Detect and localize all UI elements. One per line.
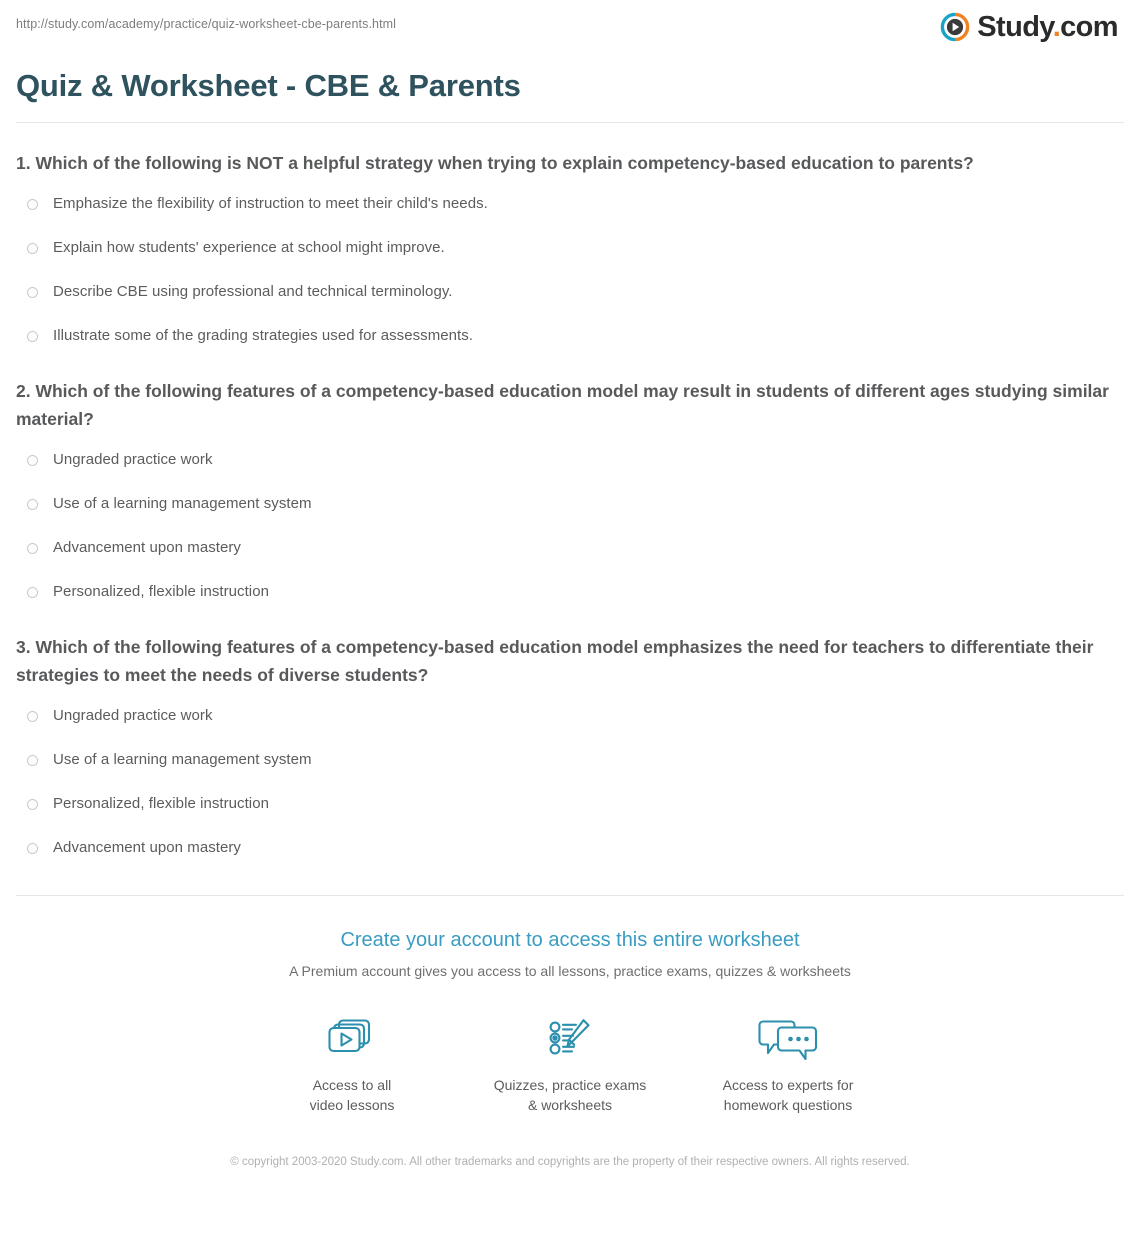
perk-label-line2: homework questions [723,1097,853,1113]
question-text: 2. Which of the following features of a competency-based education model may result in students of different ages studying similar material? [16,381,1109,429]
answer-option-label: Personalized, flexible instruction [53,583,269,600]
question-text: 1. Which of the following is NOT a helpful strategy when trying to explain competency-based education to parents? [16,153,974,173]
page-header [0,0,1140,58]
perk-label-line1: Quizzes, practice exams [493,1077,647,1093]
perk-quizzes [461,1012,679,1115]
premium-perks-list [16,1012,1124,1115]
quiz-questions [0,149,1140,861]
create-account-link[interactable]: Create your account to access this entire worksheet [340,929,800,951]
radio-button-icon[interactable] [27,331,38,342]
cta-divider [16,895,1124,896]
perk-label-line2: video lessons [309,1097,395,1113]
answer-option-label: Describe CBE using professional and technical terminology. [53,283,453,300]
answer-option[interactable] [27,835,1124,861]
radio-button-icon[interactable] [27,755,38,766]
play-circle-icon [940,12,970,42]
answer-option-label: Advancement upon mastery [53,839,241,856]
answer-option-label: Ungraded practice work [53,451,213,468]
brand-wordmark [977,12,1118,42]
perk-expert-help [679,1012,897,1115]
chat-bubbles-icon [679,1012,897,1064]
answer-option[interactable] [27,747,1124,773]
radio-button-icon[interactable] [27,455,38,466]
perk-label-line1: Access to experts for [722,1077,854,1093]
radio-button-icon[interactable] [27,199,38,210]
answer-option[interactable] [27,235,1124,261]
radio-button-icon[interactable] [27,799,38,810]
answer-option-label: Advancement upon mastery [53,539,241,556]
question-block [16,633,1124,861]
answer-option-label: Use of a learning management system [53,495,312,512]
answer-option[interactable] [27,703,1124,729]
radio-button-icon[interactable] [27,499,38,510]
question-text: 3. Which of the following features of a competency-based education model emphasizes the need for teachers to differentiate their strategies to meet the needs of diverse students? [16,637,1094,685]
title-divider [16,122,1124,123]
answer-option[interactable] [27,279,1124,305]
question-block [16,377,1124,605]
answer-option[interactable] [27,191,1124,217]
answer-option[interactable] [27,579,1124,605]
answer-option-label: Emphasize the flexibility of instruction to meet their child's needs. [53,195,488,212]
copyright-notice: © copyright 2003-2020 Study.com. All other trademarks and copyrights are the property of their respective owners. All rights reserved. [230,1156,910,1168]
title-section [0,66,1140,123]
radio-button-icon[interactable] [27,587,38,598]
answer-option-label: Use of a learning management system [53,751,312,768]
radio-button-icon[interactable] [27,711,38,722]
signup-cta-section [0,895,1140,1115]
answer-option[interactable] [27,791,1124,817]
perk-label [461,1075,679,1115]
radio-button-icon[interactable] [27,543,38,554]
radio-button-icon[interactable] [27,243,38,254]
page-url: http://study.com/academy/practice/quiz-worksheet-cbe-parents.html [16,17,397,31]
answer-options [16,191,1124,349]
radio-button-icon[interactable] [27,843,38,854]
answer-option[interactable] [27,447,1124,473]
study-com-logo[interactable] [940,12,1122,42]
brand-tld: com [1060,11,1118,43]
answer-options [16,703,1124,861]
answer-option[interactable] [27,535,1124,561]
answer-option-label: Personalized, flexible instruction [53,795,269,812]
answer-option[interactable] [27,323,1124,349]
perk-label [243,1075,461,1115]
page-title: Quiz & Worksheet - CBE & Parents [16,68,521,103]
video-lessons-icon [243,1012,461,1064]
radio-button-icon[interactable] [27,287,38,298]
perk-label-line2: & worksheets [527,1097,613,1113]
perk-label [679,1075,897,1115]
cta-subheading: A Premium account gives you access to all lessons, practice exams, quizzes & worksheets [289,963,851,979]
quiz-checklist-pencil-icon [461,1012,679,1064]
answer-option-label: Ungraded practice work [53,707,213,724]
answer-option[interactable] [27,491,1124,517]
brand-dot: . [1052,11,1061,43]
answer-options [16,447,1124,605]
perk-label-line1: Access to all [312,1077,392,1093]
perk-video-lessons [243,1012,461,1115]
question-block [16,149,1124,349]
answer-option-label: Illustrate some of the grading strategies used for assessments. [53,327,474,344]
answer-option-label: Explain how students' experience at school might improve. [53,239,445,256]
brand-name: Study [977,11,1053,43]
